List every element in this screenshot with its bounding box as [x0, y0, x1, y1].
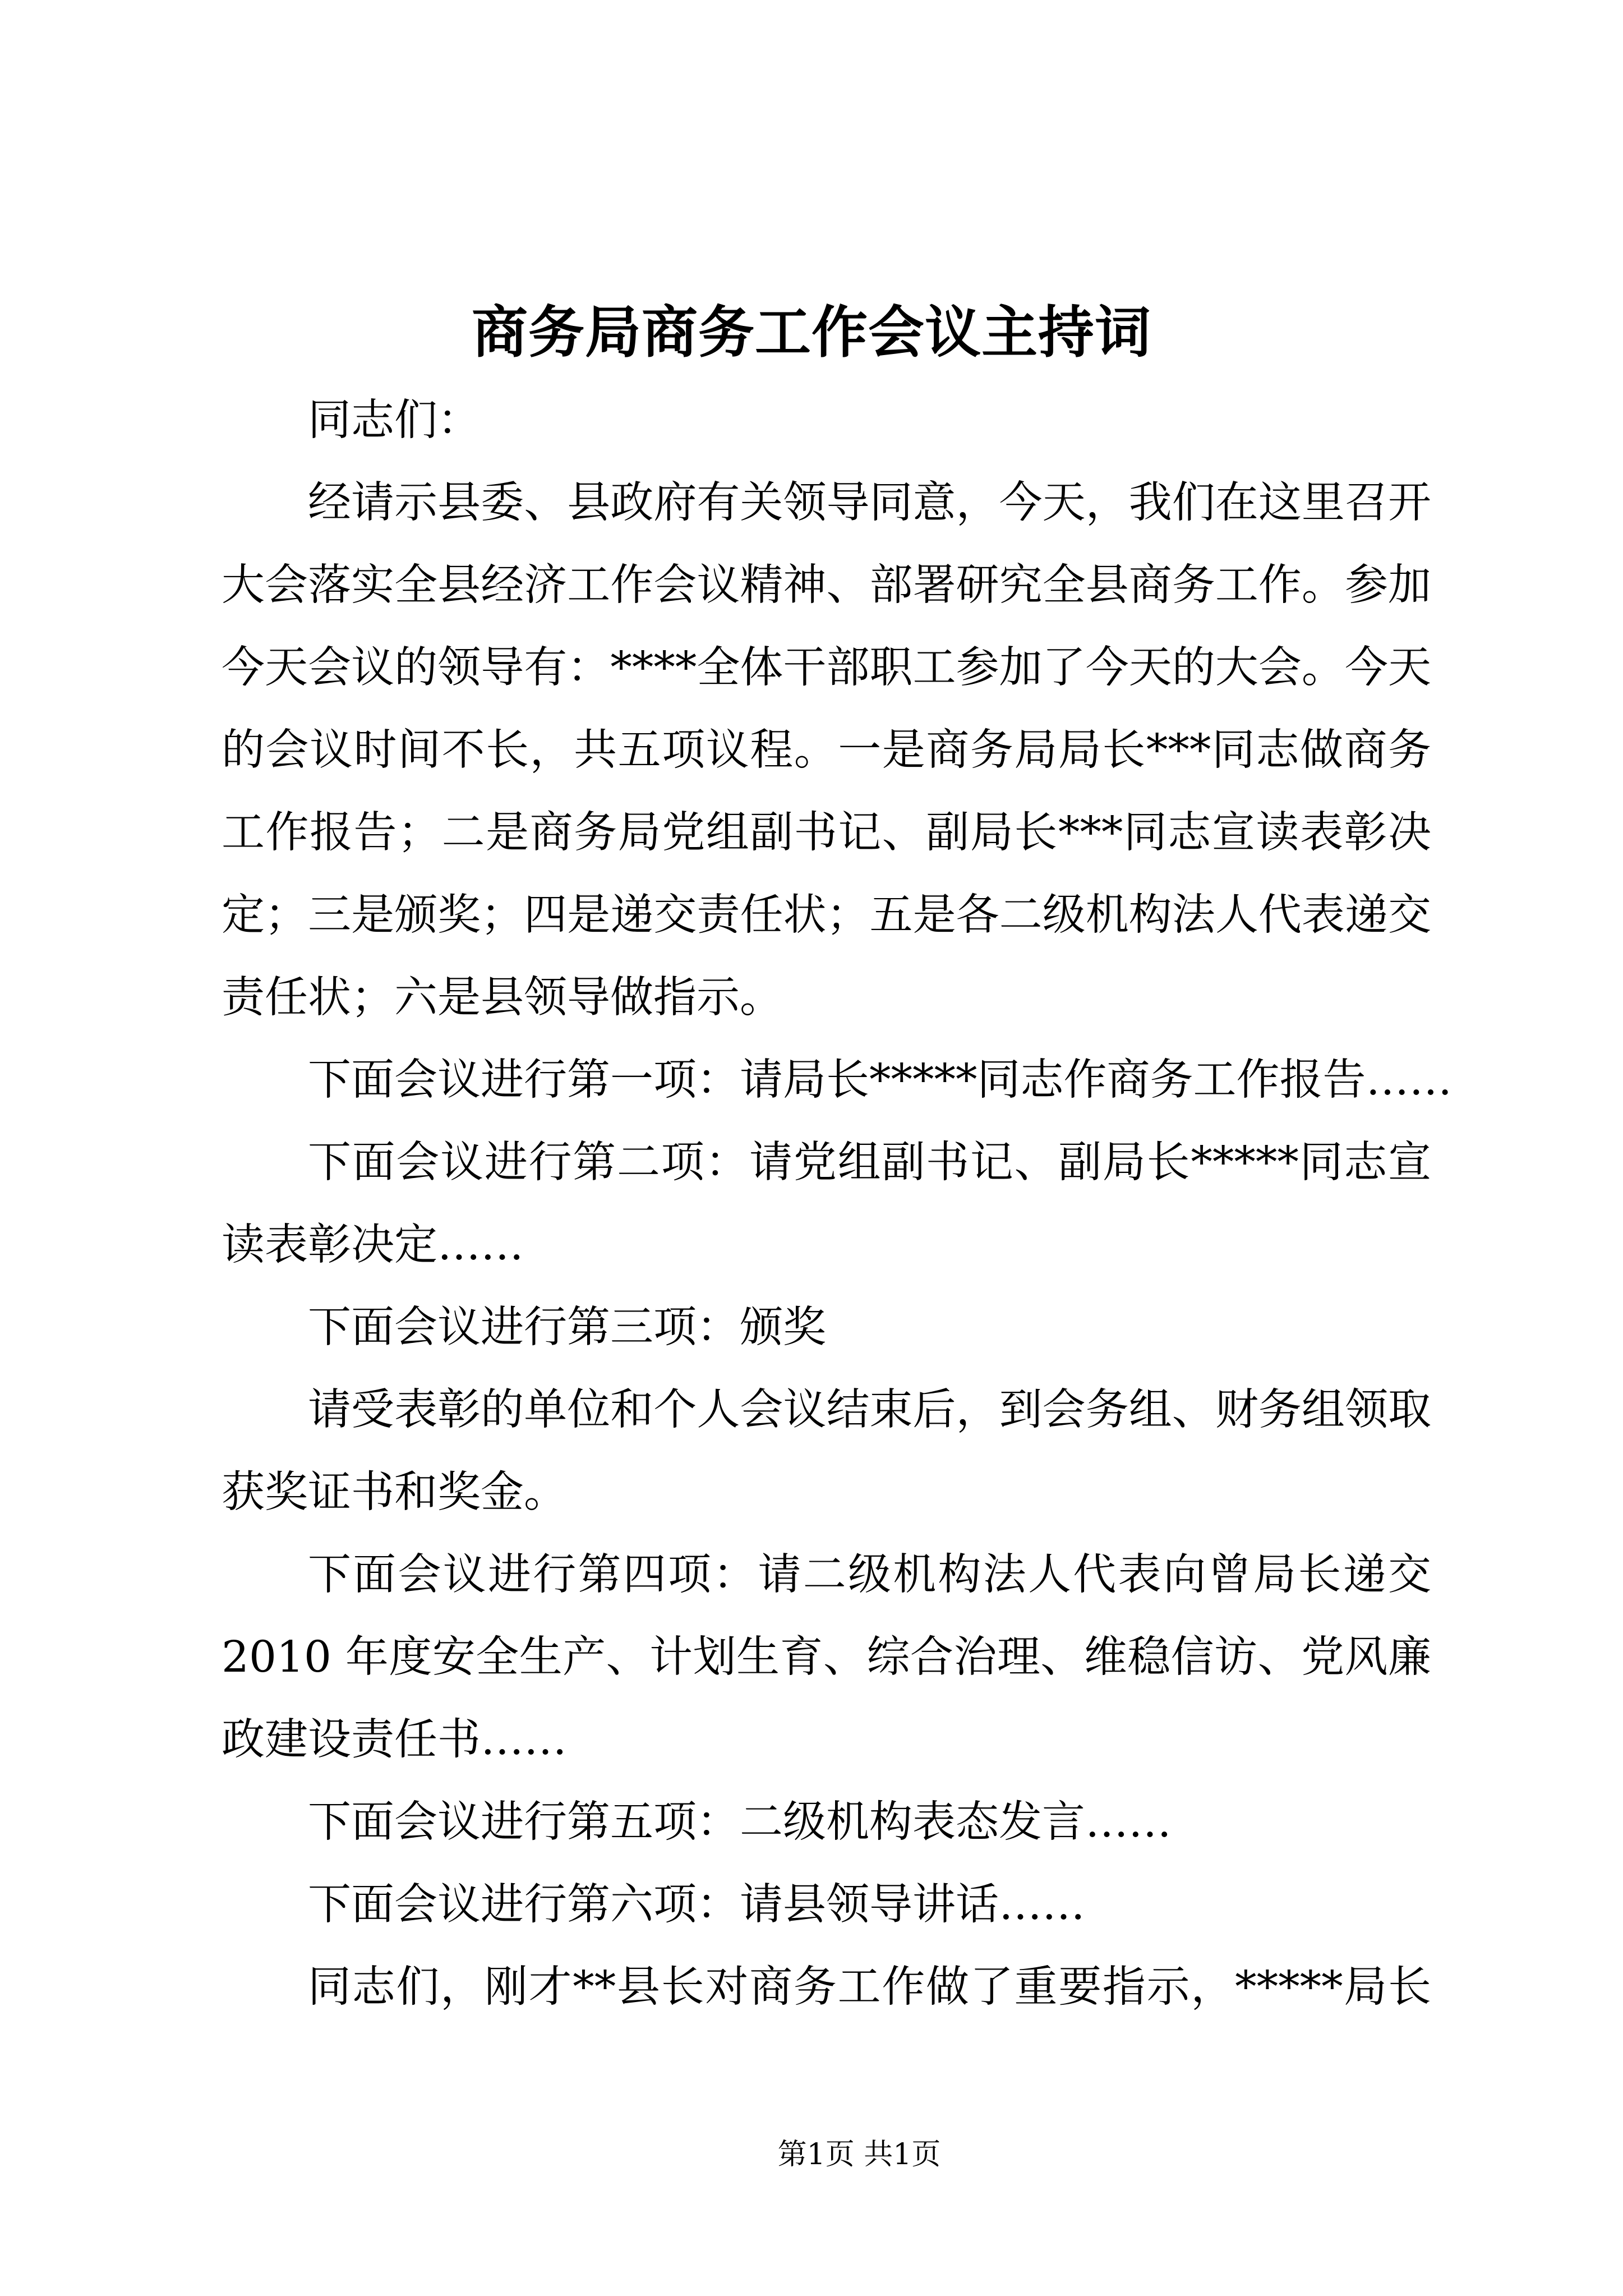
paragraph: [222, 1534, 1431, 1781]
paragraph-line: 下面会议进行第三项：颁奖: [308, 1303, 826, 1352]
page-footer: 第1页 共1页: [777, 2138, 941, 2171]
paragraph-line: 工作报告；二是商务局党组副书记、副局长***同志宣读表彰决: [222, 808, 1431, 858]
paragraph: [222, 1946, 1431, 2028]
paragraph: [222, 1121, 1431, 1286]
paragraph-line: 下面会议进行第四项：请二级机构法人代表向曾局长递交: [308, 1550, 1431, 1600]
paragraph-line: 下面会议进行第一项：请局长*****同志作商务工作报告……: [308, 1055, 1453, 1105]
paragraph-line: 请受表彰的单位和个人会议结束后，到会务组、财务组领取: [308, 1385, 1431, 1435]
paragraph: [222, 1369, 1431, 1534]
paragraph: [222, 1039, 1453, 1121]
paragraph-line: 的会议时间不长，共五项议程。一是商务局局长***同志做商务: [222, 725, 1431, 775]
salutation: [222, 379, 1431, 462]
document-body: [222, 379, 1453, 2028]
paragraph: [222, 462, 1431, 1039]
paragraph: [222, 1286, 1431, 1369]
paragraph-line: 下面会议进行第六项：请县领导讲话……: [308, 1880, 1085, 1930]
paragraph-line: 下面会议进行第五项：二级机构表态发言……: [308, 1797, 1172, 1847]
paragraph-line: 同志们，刚才**县长对商务工作做了重要指示，*****局长: [308, 1962, 1431, 2012]
paragraph-line: 大会落实全县经济工作会议精神、部署研究全县商务工作。参加: [222, 560, 1431, 610]
paragraph-line: 2010 年度安全生产、计划生育、综合治理、维稳信访、党风廉: [222, 1632, 1431, 1682]
paragraph: [222, 1864, 1431, 1946]
paragraph-line: 同志们：: [308, 395, 481, 445]
paragraph-line: 今天会议的领导有：****全体干部职工参加了今天的大会。今天: [222, 643, 1431, 693]
paragraph-line: 读表彰决定……: [222, 1220, 524, 1270]
paragraph-line: 定；三是颁奖；四是递交责任状；五是各二级机构法人代表递交: [222, 890, 1431, 940]
paragraph-line: 政建设责任书……: [222, 1715, 567, 1765]
paragraph-line: 经请示县委、县政府有关领导同意，今天，我们在这里召开: [308, 478, 1431, 528]
paragraph: [222, 1781, 1431, 1864]
paragraph-line: 责任状；六是县领导做指示。: [222, 973, 783, 1023]
paragraph-line: 下面会议进行第二项：请党组副书记、副局长*****同志宣: [308, 1138, 1431, 1188]
document-title: 商务局商务工作会议主持词: [472, 299, 1151, 365]
paragraph-line: 获奖证书和奖金。: [222, 1467, 567, 1517]
